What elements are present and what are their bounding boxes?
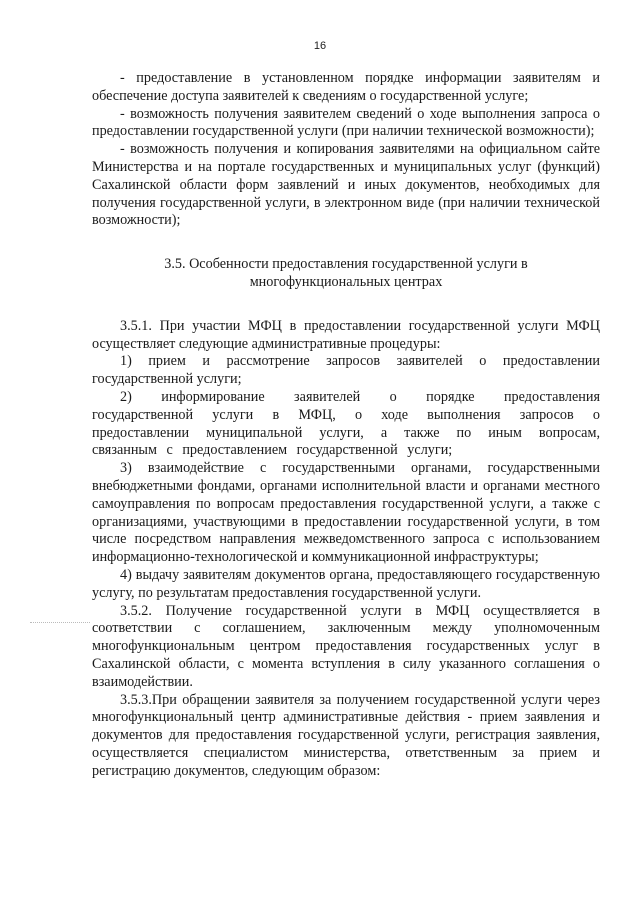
- intro-item-status-info: - возможность получения заявителем сведений о ходе выполнения запроса о предоставлении государственной услуги (при наличии технической возможности);: [92, 105, 600, 140]
- scan-artifact: [30, 622, 90, 625]
- list-item-1: 1) прием и рассмотрение запросов заявителей о предоставлении государственной услуги;: [92, 353, 600, 388]
- paragraph-3-5-3: 3.5.3.При обращении заявителя за получением государственной услуги через многофункциональный центр административные действия - прием заявления и документов для предоставления государственной услуги, регистрация заявления, осуществляется специалистом министерства, ответственным за прием и регистрацию документов, следующим образом:: [92, 691, 600, 779]
- list-item-4: 4) выдачу заявителям документов органа, предоставляющего государственную услугу, по результатам предоставления государственной услуги.: [92, 566, 600, 601]
- paragraph-3-5-1: 3.5.1. При участии МФЦ в предоставлении государственной услуги МФЦ осуществляет следующие административные процедуры:: [92, 317, 600, 352]
- paragraph-3-5-2: 3.5.2. Получение государственной услуги в МФЦ осуществляется в соответствии с соглашением, заключенным между уполномоченным многофункциональным центром предоставления государственных услуг в Сахалинской области, с момента вступления в силу указанного соглашения о взаимодействии.: [92, 602, 600, 690]
- list-item-2: 2) информирование заявителей о порядке предоставления государственной услуги в МФЦ, о ходе выполнения запросов о предоставлении муниципальной услуги, а также по иным вопросам, связанным с предоставлением государственной услуги;: [92, 388, 600, 459]
- intro-item-forms-download: - возможность получения и копирования заявителями на официальном сайте Министерства и на портале государственных и муниципальных услуг (функций) Сахалинской области форм заявлений и иных документов, необходимых для получения государственной услуги, в электронном виде (при наличии технической возможности);: [92, 141, 600, 229]
- list-item-3: 3) взаимодействие с государственными органами, государственными внебюджетными фондами, органами исполнительной власти и органами местного самоуправления по вопросам предоставления государственной услуги, а также с организациями, участвующими в предоставлении государственной услуги, в том числе посредством направления межведомственного запроса с использованием информационно-технологической и коммуникационной инфраструктуры;: [92, 460, 600, 566]
- page-number: 16: [313, 40, 327, 52]
- intro-item-information: - предоставление в установленном порядке информации заявителям и обеспечение доступа заявителей к сведениям о государственной услуге;: [92, 70, 600, 104]
- document-body: [92, 70, 600, 780]
- section-title: 3.5. Особенности предоставления государственной услуги в многофункциональных центрах: [164, 256, 528, 290]
